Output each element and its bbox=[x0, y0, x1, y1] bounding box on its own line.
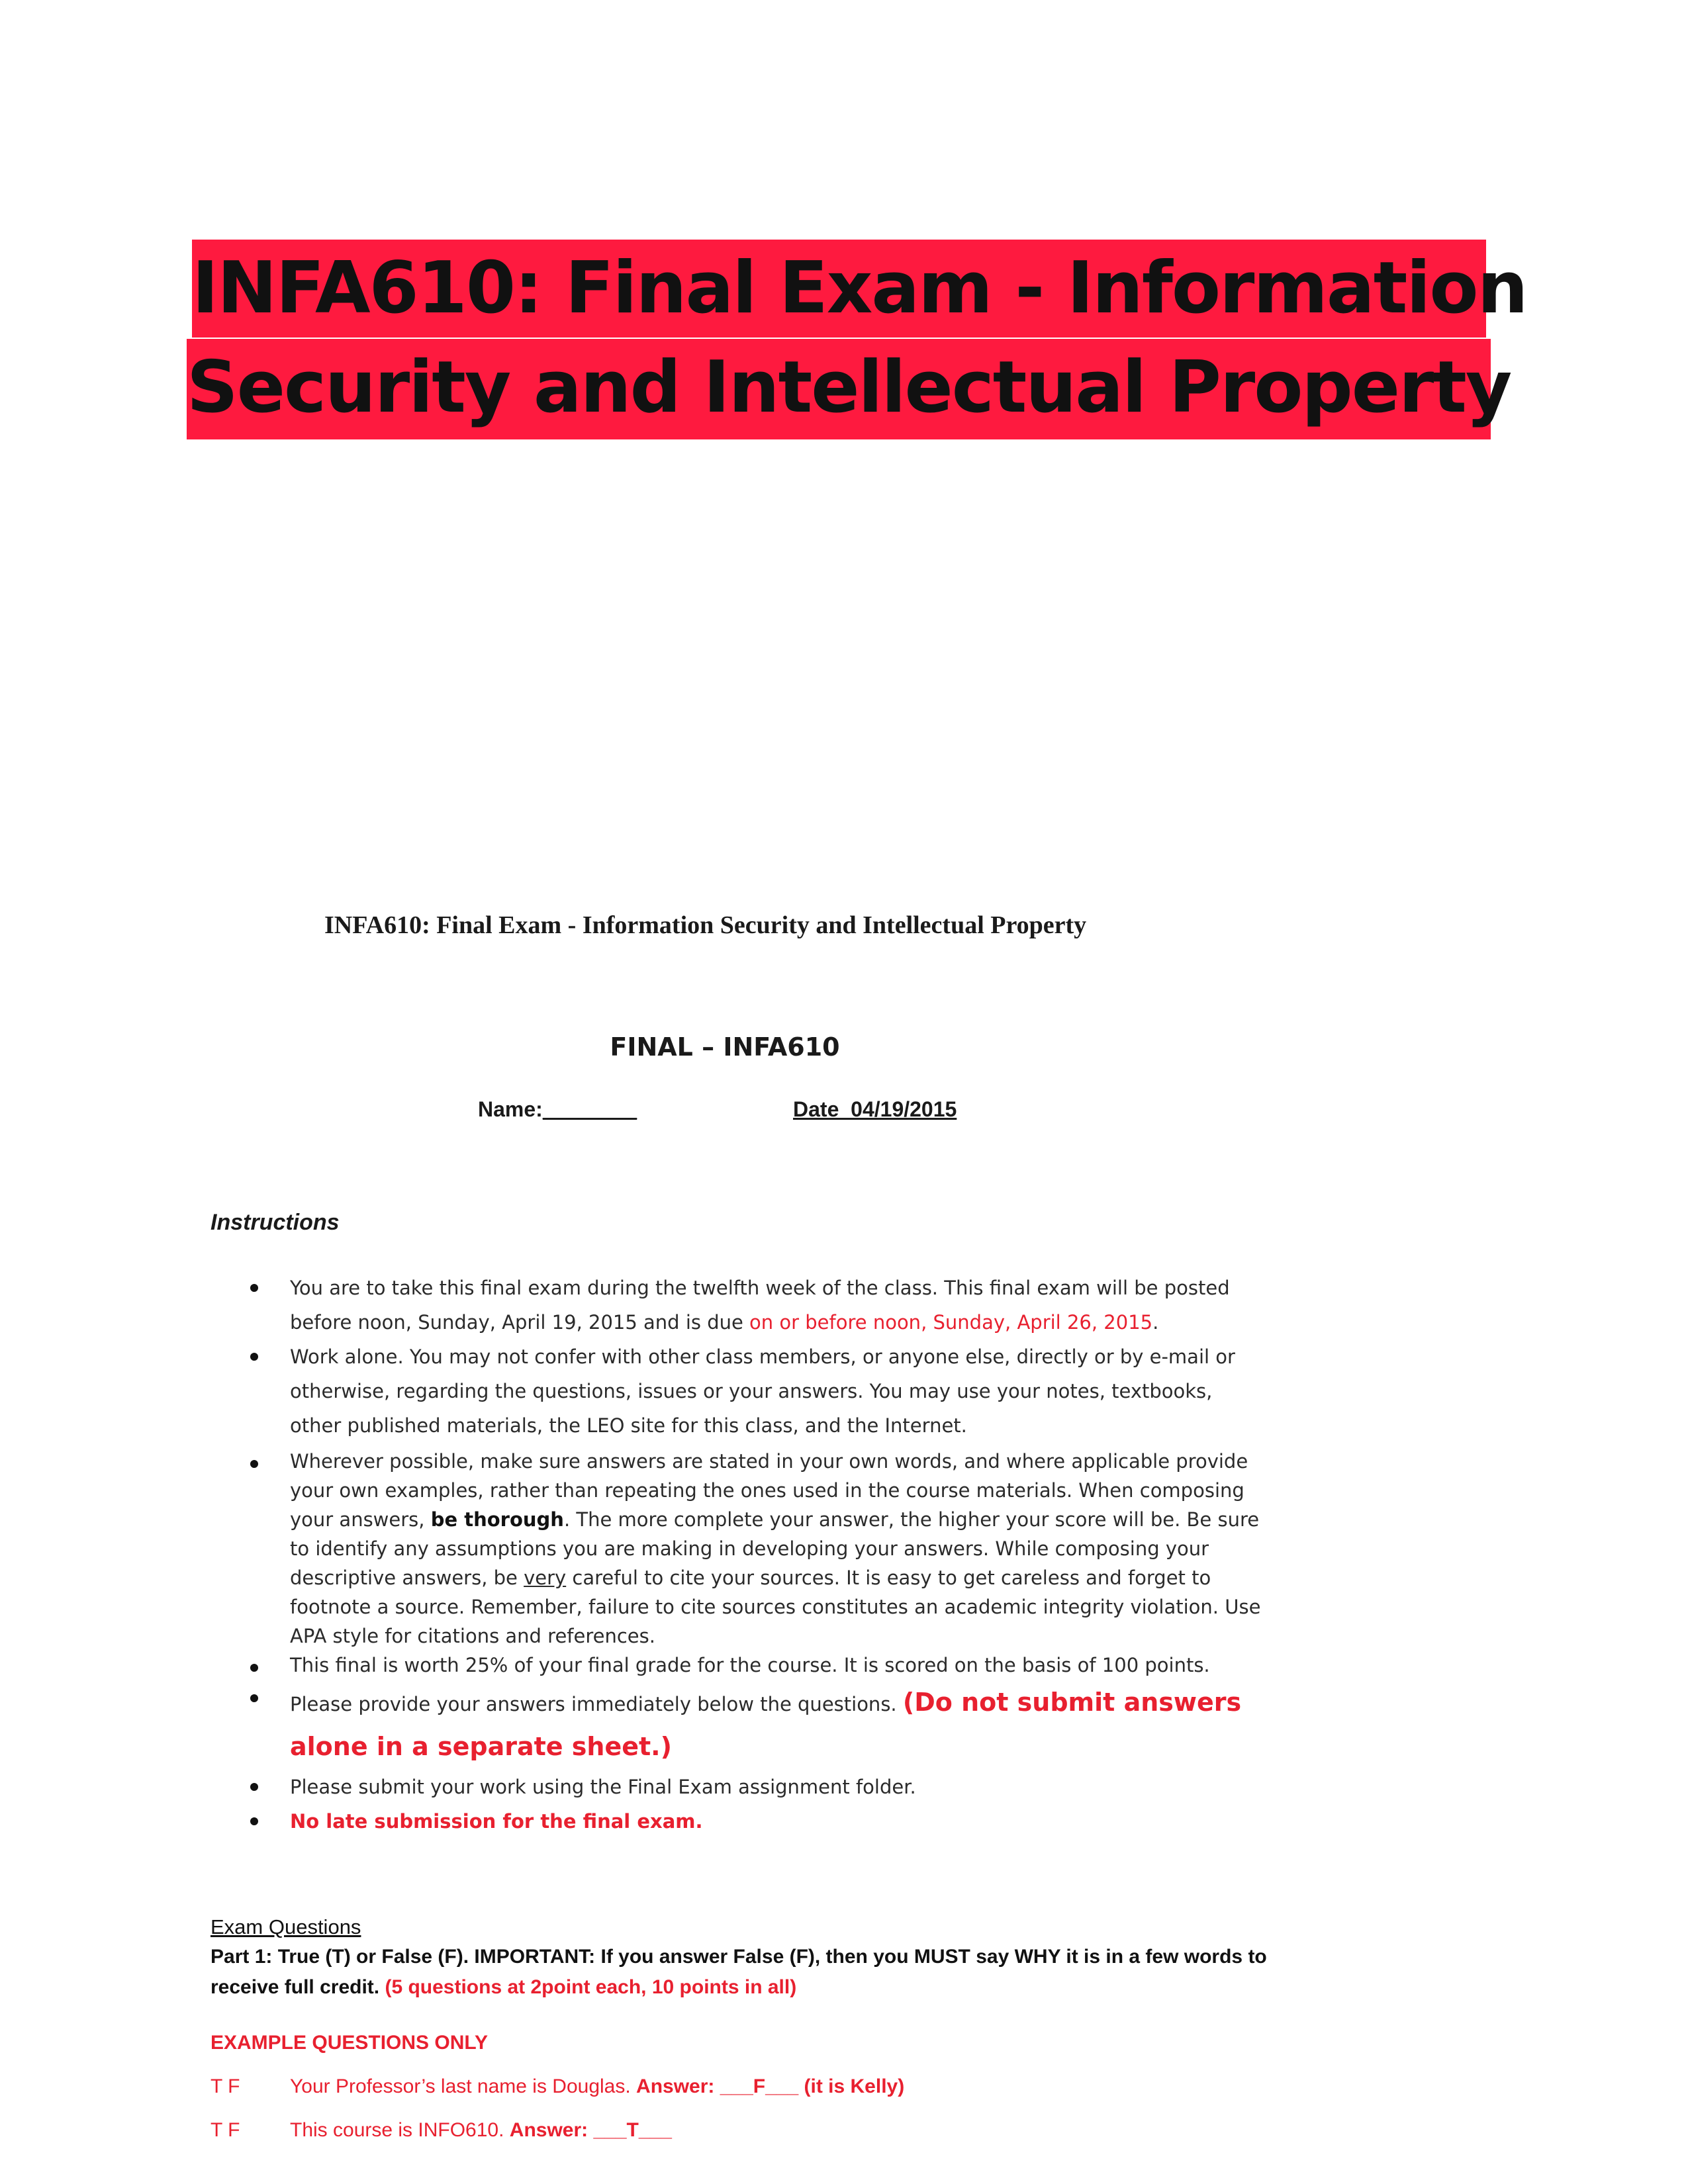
true-false-options: T F bbox=[211, 2075, 240, 2097]
bullet-text: Please submit your work using the Final Exam assignment folder. bbox=[290, 1776, 916, 1798]
list-item bbox=[245, 1340, 1264, 1443]
list-item bbox=[245, 1804, 1264, 1839]
example-question bbox=[211, 2075, 904, 2098]
list-item bbox=[245, 1681, 1264, 1770]
bold-emphasis: be thorough bbox=[430, 1508, 564, 1531]
document-header: INFA610: Final Exam - Information Security and Intellectual Property bbox=[324, 911, 1087, 939]
bullet-text-end: careful to cite your sources. It is easy to get careless and forget to footnote a source. Remember, failure to cite sources constitutes an academic integrity violation. Use APA style for citations and references. bbox=[290, 1567, 1261, 1647]
answer-text: Answer: ___F___ (it is Kelly) bbox=[636, 2075, 905, 2097]
bullet-text-end: . bbox=[1152, 1311, 1159, 1334]
true-false-options: T F bbox=[211, 2119, 240, 2141]
example-questions-heading: EXAMPLE QUESTIONS ONLY bbox=[211, 2032, 488, 2054]
list-item bbox=[245, 1447, 1264, 1651]
name-label: Name: bbox=[478, 1097, 543, 1121]
list-item bbox=[245, 1770, 1264, 1804]
exam-questions-heading: Exam Questions bbox=[211, 1915, 361, 1938]
instructions-list bbox=[245, 1271, 1264, 1839]
banner-title-line-1: INFA610: Final Exam - Information bbox=[192, 240, 1486, 338]
name-blank: ________ bbox=[542, 1097, 637, 1121]
title-banner bbox=[0, 0, 1688, 477]
bullet-text-mid: . The more complete your answer, the higher your score will be. Be sure to identify any assumptions you are making in developing your answers. While composing your descriptive answers, be bbox=[290, 1508, 1260, 1589]
instructions-heading: Instructions bbox=[211, 1210, 340, 1235]
list-item bbox=[245, 1651, 1264, 1680]
question-text: This course is INFO610. bbox=[290, 2119, 510, 2141]
banner-title-line-2: Security and Intellectual Property bbox=[187, 339, 1491, 439]
underline-emphasis: very bbox=[524, 1567, 567, 1589]
bullet-text: This final is worth 25% of your final grade for the course. It is scored on the basis of 100 points. bbox=[290, 1654, 1210, 1676]
date-field: Date_04/19/2015 bbox=[793, 1097, 957, 1121]
document-page bbox=[0, 887, 1688, 2184]
part1-instructions bbox=[211, 1942, 1270, 2003]
list-item bbox=[245, 1271, 1264, 1340]
example-question bbox=[211, 2119, 672, 2142]
bullet-text: Please provide your answers immediately below the questions. bbox=[290, 1693, 903, 1715]
question-text: Your Professor’s last name is Douglas. bbox=[290, 2075, 637, 2097]
answer-text: Answer: ___T___ bbox=[509, 2119, 672, 2141]
name-field bbox=[478, 1097, 637, 1122]
due-date-highlight: on or before noon, Sunday, April 26, 2015 bbox=[749, 1311, 1153, 1334]
final-title: FINAL – INFA610 bbox=[610, 1032, 840, 1062]
late-submission-warning: No late submission for the final exam. bbox=[290, 1810, 703, 1833]
bullet-text: Work alone. You may not confer with other class members, or anyone else, directly or by e-mail or otherwise, regarding the questions, issues or your answers. You may use your notes, textbooks, other published materials, the LEO site for this class, and the Internet. bbox=[290, 1345, 1235, 1437]
bullet-text: Wherever possible, make sure answers are stated in your own words, and where applicable provide your own examples, rather than repeating the ones used in the course materials. When composing your answers, bbox=[290, 1450, 1248, 1531]
separate-sheet-warning: (Do not submit answers alone in a separate sheet.) bbox=[290, 1688, 1242, 1761]
part1-points: (5 questions at 2point each, 10 points in all) bbox=[385, 1976, 797, 1998]
bullet-text: You are to take this final exam during the twelfth week of the class. This final exam will be posted before noon, Sunday, April 19, 2015 and is due bbox=[290, 1277, 1230, 1334]
part1-text: Part 1: True (T) or False (F). IMPORTANT: If you answer False (F), then you MUST say WHY it is in a few words to receive full credit. bbox=[211, 1946, 1267, 1998]
